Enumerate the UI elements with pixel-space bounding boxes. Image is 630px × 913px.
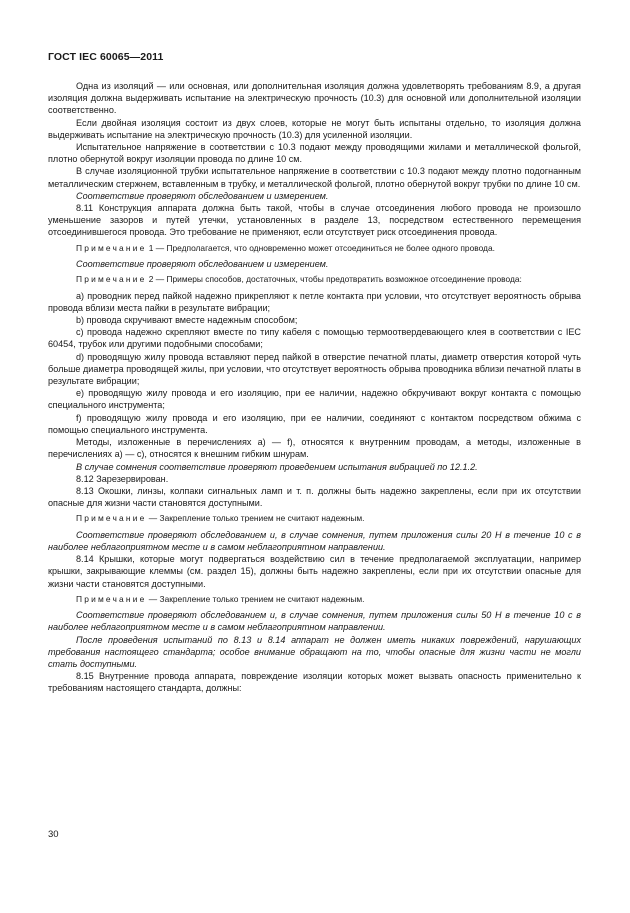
note-2 <box>48 274 581 285</box>
note-label: Примечание <box>76 593 147 604</box>
note-fixing-1 <box>48 513 581 524</box>
compliance-check: Соответствие проверяют обследованием и измерением. <box>76 259 329 270</box>
note-text: — Закрепление только трением не считают надежным. <box>146 513 365 524</box>
note-label: Примечание <box>76 274 147 285</box>
list-item-e: e) проводящую жилу провода и его изоляцию, при ее наличии, надежно обкручивают вокруг контакта с помощью специального инструмента; <box>48 388 581 411</box>
list-item-c: c) провода надежно скрепляют вместе по типу кабеля с помощью термоотвердевающего клея в соответствии с IEC 60454, трубок или другими подобными способами; <box>48 327 581 350</box>
compliance-check: Соответствие проверяют обследованием и, в случае сомнения, путем приложения силы 20 Н в течение 10 с в наиболее неблагоприятном месте и в самом неблагоприятном направлении. <box>48 529 581 552</box>
paragraph: Испытательное напряжение в соответствии с 10.3 подают между проводящими жилами и металлической фольгой, плотно обернутой вокруг изоляции провода по длине 10 см. <box>48 142 581 165</box>
clause-8-13: 8.13 Окошки, линзы, колпаки сигнальных ламп и т. п. должны быть надежно закреплены, если при их отсутствии опасные для жизни части становятся доступными. <box>48 485 581 509</box>
note-label: Примечание <box>76 513 147 524</box>
note-label: Примечание <box>76 242 147 253</box>
paragraph: Одна из изоляций — или основная, или дополнительная изоляция должна удовлетворять требованиям 8.9, а другая изоляция должна выдерживать испытание на электрическую прочность (10.3) для основной или дополнительной изоляции соответственно. <box>48 81 581 116</box>
clause-8-14: 8.14 Крышки, которые могут подвергаться воздействию сил в течение предполагаемой эксплуатации, например крышки, закрывающие клеммы (см. раздел 15), должны быть надежно закреплены, если при их отсутствии опасные для жизни части становятся доступными. <box>48 554 581 589</box>
paragraph: В случае изоляционной трубки испытательное напряжение в соответствии с 10.3 подают между плотно подогнанным металлическим стержнем, вставленным в трубку, и металлической фольгой, плотно обернутой вокруг трубки по длине 10 см. <box>48 166 581 189</box>
clause-8-12: 8.12 Зарезервирован. <box>76 473 169 484</box>
clause-8-15: 8.15 Внутренние провода аппарата, повреждение изоляции которых может вызвать опасность применительно к требованиям настоящего стандарта, должны: <box>48 671 581 694</box>
note-fixing-2 <box>48 594 581 605</box>
paragraph: Если двойная изоляция состоит из двух слоев, которые не могут быть испытаны отдельно, то изоляция должна выдерживать испытание на электрическую прочность (10.3) для усиленной изоляции. <box>48 117 581 140</box>
list-item-a: a) проводник перед пайкой надежно прикрепляют к петле контакта при условии, что отсутствует вероятность обрыва провода вблизи места пайки в результате вибрации; <box>48 290 581 313</box>
note-text: — Закрепление только трением не считают надежным. <box>146 593 365 604</box>
list-item-d: d) проводящую жилу провода вставляют перед пайкой в отверстие печатной платы, диаметр отверстия которой чуть больше диаметра проводящей жилы, при условии, что отсутствует вероятность обрыва проводника вблизи печатной платы в результате вибрации; <box>48 351 581 387</box>
document-body <box>48 80 581 695</box>
note-1 <box>48 243 581 254</box>
list-item-f: f) проводящую жилу провода и его изоляцию, при ее наличии, соединяют с контактом посредством обжима с помощью специального инструмента. <box>48 412 581 435</box>
note-text: 1 — Предполагается, что одновременно может отсоединиться не более одного провода. <box>146 242 495 253</box>
document-header: ГОСТ IEC 60065—2011 <box>48 51 164 63</box>
paragraph: Методы, изложенные в перечислениях a) — f), относятся к внутренним проводам, а методы, изложенные в перечислениях a) — c), относятся к внешним гибким шнурам. <box>48 437 581 460</box>
page-number: 30 <box>48 829 59 840</box>
compliance-check: Соответствие проверяют обследованием и измерением. <box>76 190 329 201</box>
post-test-requirement: После проведения испытаний по 8.13 и 8.14 аппарат не должен иметь никаких повреждений, нарушающих требования настоящего стандарта; особое внимание обращают на то, чтобы опасные для жизни части не могли стать доступными. <box>48 634 581 669</box>
compliance-check: Соответствие проверяют обследованием и, в случае сомнения, путем приложения силы 50 Н в течение 10 с в наиболее неблагоприятном месте и в самом неблагоприятном направлении. <box>48 610 581 633</box>
list-item-b: b) провода скручивают вместе надежным способом; <box>76 315 298 326</box>
compliance-check: В случае сомнения соответствие проверяют проведением испытания вибрацией по 12.1.2. <box>76 461 478 472</box>
note-text: 2 — Примеры способов, достаточных, чтобы предотвратить возможное отсоединение провода: <box>146 274 522 285</box>
clause-8-11: 8.11 Конструкция аппарата должна быть такой, чтобы в случае отсоединения любого провода не произошло уменьшение зазоров и путей утечки, установленных в разделе 13, посредством естественного перемещения отсоединившегося провода. Это требование не применяют, если отсутствует риск отсоединения провода. <box>48 203 581 238</box>
